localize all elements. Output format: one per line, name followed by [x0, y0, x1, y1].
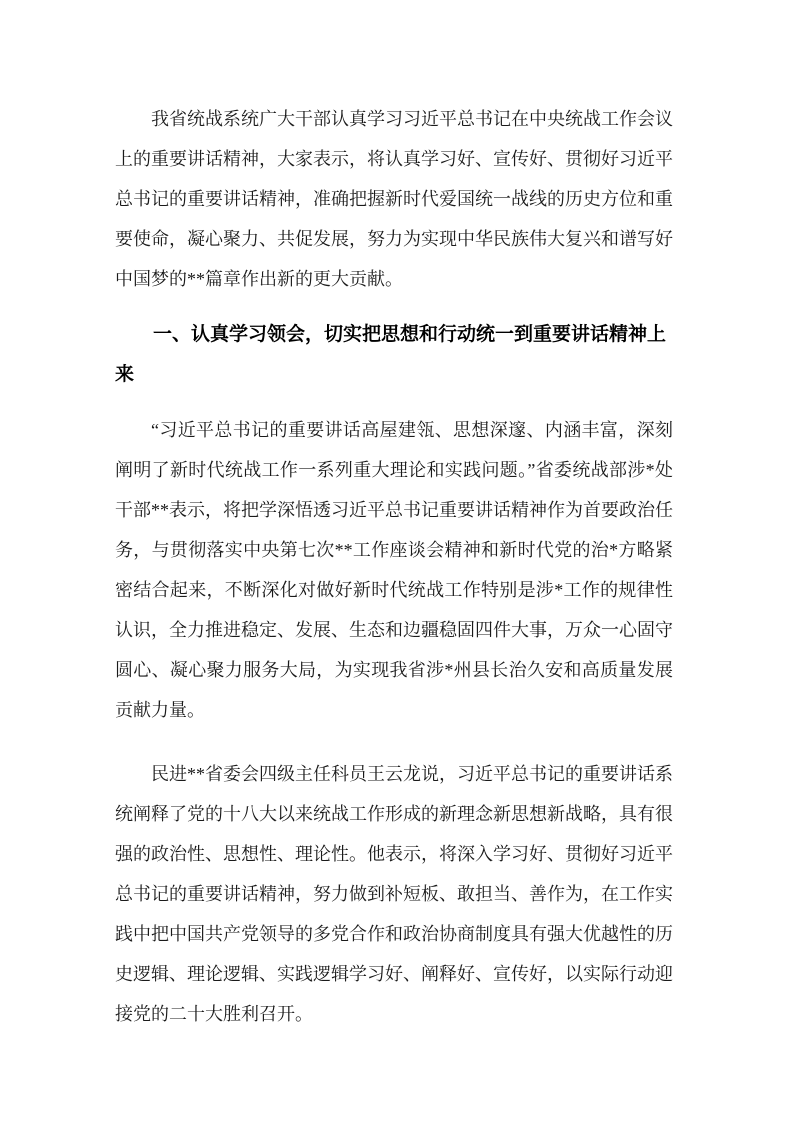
paragraph-quote-united-front-dept: “习近平总书记的重要讲话高屋建瓴、思想深邃、内涵丰富，深刻阐明了新时代统战工作一系列重大理论和实践问题。”省委统战部涉*处干部**表示，将把学深悟透习近平总书记重要讲话精神作为首要政治任务，与贯彻落实中央第七次**工作座谈会精神和新时代党的治*方略紧密结合起来，不断深化对做好新时代统战工作特别是涉*工作的规律性认识，全力推进稳定、发展、生态和边疆稳固四件大事，万众一心固守圆心、凝心聚力服务大局，为实现我省涉*州县长治久安和高质量发展贡献力量。 [115, 420, 673, 720]
section-heading-one: 一、认真学习领会，切实把思想和行动统一到重要讲话精神上来 [115, 324, 667, 385]
paragraph-wang-yunlong: 民进**省委会四级主任科员王云龙说，习近平总书记的重要讲话系统阐释了党的十八大以来统战工作形成的新理念新思想新战略，具有很强的政治性、思想性、理论性。他表示，将深入学习好、贯彻好习近平总书记的重要讲话精神，努力做到补短板、敢担当、善作为，在工作实践中把中国共产党领导的多党合作和政治协商制度具有强大优越性的历史逻辑、理论逻辑、实践逻辑学习好、阐释好、宣传好，以实际行动迎接党的二十大胜利召开。 [115, 764, 673, 1024]
paragraph-intro: 我省统战系统广大干部认真学习习近平总书记在中央统战工作会议上的重要讲话精神，大家表示，将认真学习好、宣传好、贯彻好习近平总书记的重要讲话精神，准确把握新时代爱国统一战线的历史方位和重要使命，凝心聚力、共促发展，努力为实现中华民族伟大复兴和谱写好中国梦的**篇章作出新的更大贡献。 [115, 109, 673, 289]
